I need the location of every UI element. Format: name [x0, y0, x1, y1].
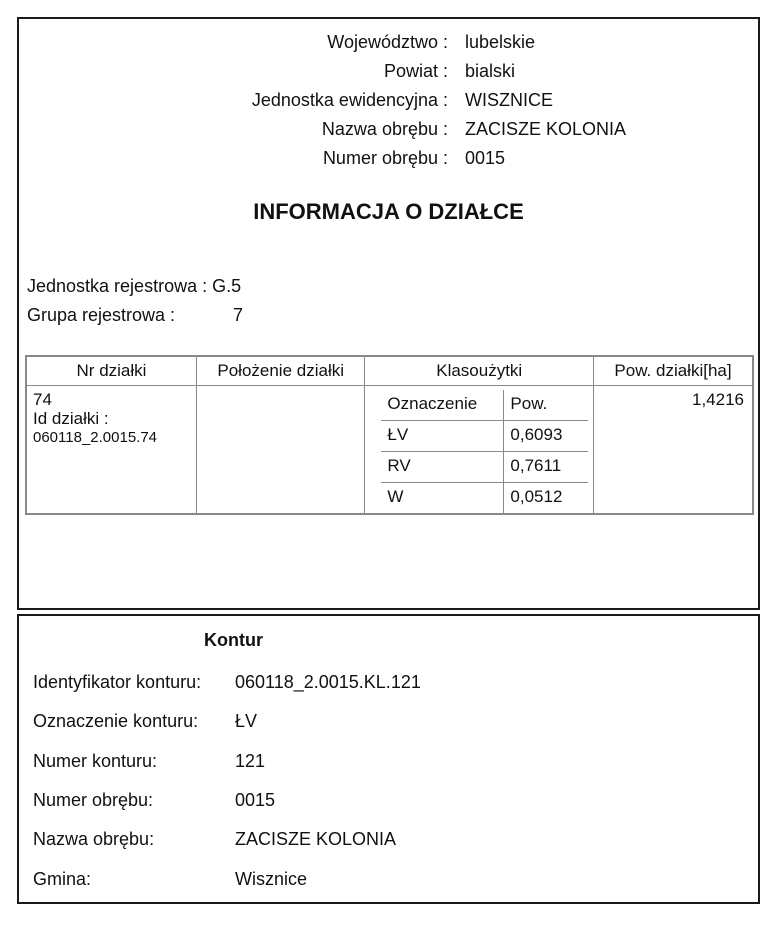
land-class-area: 0,0512 — [504, 483, 589, 514]
header-value: WISZNICE — [465, 90, 553, 110]
header-label: Numer obrębu : — [322, 148, 448, 168]
parcel-number: 74 — [33, 390, 52, 409]
land-class-header-area: Pow. — [504, 390, 589, 421]
table-row — [26, 386, 753, 515]
parcel-info-panel — [17, 17, 760, 610]
column-header-parcel-number: Nr działki — [26, 356, 196, 386]
land-class-area: 0,7611 — [504, 452, 589, 483]
registry-group — [27, 305, 244, 326]
header-label: Powiat : — [383, 61, 448, 81]
contour-value: 060118_2.0015.KL.121 — [235, 672, 421, 692]
contour-label: Identyfikator konturu: — [33, 672, 202, 692]
parcel-area-cell: 1,4216 — [594, 386, 753, 515]
column-header-area: Pow. działki[ha] — [594, 356, 753, 386]
land-class-code: RV — [381, 452, 504, 483]
contour-label: Oznaczenie konturu: — [33, 711, 199, 731]
parcel-table — [25, 355, 754, 515]
contour-label: Numer obrębu: — [33, 790, 154, 810]
contour-value: ZACISZE KOLONIA — [235, 829, 397, 849]
contour-panel — [17, 614, 760, 904]
land-class-code: W — [381, 483, 504, 514]
header-value: lubelskie — [465, 32, 536, 52]
contour-label: Gmina: — [33, 869, 92, 889]
column-header-location: Położenie działki — [196, 356, 364, 386]
header-value: 0015 — [465, 148, 506, 168]
land-classes-table — [381, 390, 588, 513]
land-class-header-code: Oznaczenie — [387, 394, 478, 413]
land-classes-cell — [365, 386, 594, 515]
land-classes-header — [381, 390, 588, 421]
header-label: Nazwa obrębu : — [321, 119, 448, 139]
land-class-area: 0,6093 — [504, 421, 589, 452]
contour-title: Kontur — [204, 630, 263, 650]
table-header-row — [26, 356, 753, 386]
land-class-row — [381, 483, 588, 514]
land-class-row — [381, 421, 588, 452]
land-class-code: ŁV — [381, 421, 504, 452]
parcel-location-cell — [196, 386, 364, 515]
contour-value: 0015 — [235, 790, 276, 810]
registry-group-value: 7 — [233, 305, 244, 325]
contour-value: Wisznice — [235, 869, 308, 889]
registry-unit-value: G.5 — [212, 276, 242, 296]
parcel-id-value: 060118_2.0015.74 — [33, 429, 158, 446]
registry-group-label: Grupa rejestrowa : — [27, 305, 176, 325]
contour-label: Numer konturu: — [33, 751, 158, 771]
header-value: ZACISZE KOLONIA — [465, 119, 627, 139]
page-title: INFORMACJA O DZIAŁCE — [253, 199, 524, 224]
contour-value: 121 — [235, 751, 266, 771]
contour-label: Nazwa obrębu: — [33, 829, 155, 849]
header-label: Województwo : — [327, 32, 448, 52]
parcel-number-cell — [26, 386, 196, 515]
column-header-land-classes: Klasoużytki — [365, 356, 594, 386]
header-value: bialski — [465, 61, 516, 81]
header-label: Jednostka ewidencyjna : — [251, 90, 448, 110]
land-class-row — [381, 452, 588, 483]
contour-value: ŁV — [235, 711, 258, 731]
registry-unit-label: Jednostka rejestrowa : — [27, 276, 208, 296]
parcel-id-label: Id działki : — [33, 409, 109, 428]
registry-unit — [27, 276, 241, 297]
